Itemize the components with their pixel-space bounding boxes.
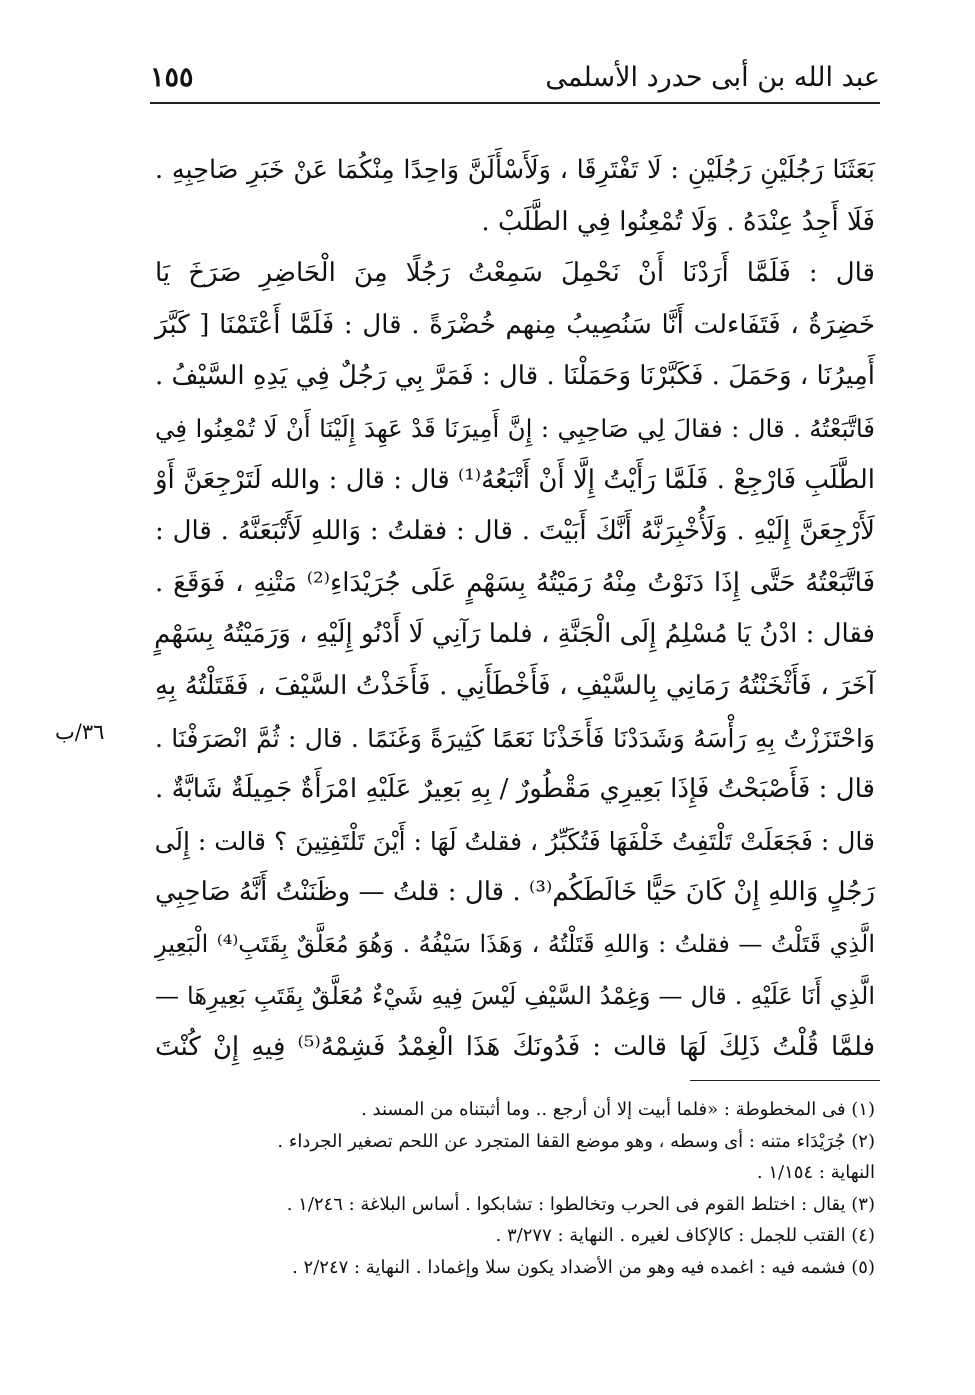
text-line: فَاتَّبَعْتُهُ . قال : فقالَ لِي صَاحِبِي : إِنَّ أَمِيرَنَا قَدْ عَهِدَ إِلَيْنَا أَنْ لَا تُمْعِنُوا فِي xyxy=(155,413,875,443)
footnote-4: (٤) القتب للجمل : كالإكاف لغيره . النهاية : ٣/٢٧٧ . xyxy=(495,1225,875,1246)
footnote-2-continuation: النهاية : ١/١٥٤ . xyxy=(756,1162,875,1183)
header-title: عبد الله بن أبى حدرد الأسلمى xyxy=(545,62,880,93)
text-line: الطَّلَبِ فَارْجِعْ . فَلَمَّا رَأَيْتُ إِلَّا أَنْ أَتْبَعُهُ⁽¹⁾ قال : قال : والله لَتَرْجِعَنَّ أَوْ xyxy=(155,464,875,495)
text-line: بَعَثَنَا رَجُلَيْنِ رَجُلَيْنِ : لَا تَفْتَرِقَا ، وَلَأَسْأَلَنَّ وَاحِدًا مِنْكُمَا عَنْ خَبَرِ صَاحِبِهِ . xyxy=(155,155,875,185)
footnote-2: (٢) جُرَيْدَاء متنه : أى وسطه ، وهو موضع القفا المتجرد عن اللحم تصغير الجرداء . xyxy=(277,1130,875,1152)
text-line: الَّذِي قَتَلْتُ — فقلتُ : وَاللهِ قَتَلْتُهُ ، وَهَذَا سَيْفُهُ . وَهُوَ مُعَلَّقٌ بِقَتَبِ⁽⁴⁾ الْبَعِيرِ xyxy=(155,929,876,958)
page-number: ١٥٥ xyxy=(150,62,194,93)
text-line: قال : فَلَمَّا أَرَدْنَا أَنْ نَحْمِلَ سَمِعْتُ رَجُلًا مِنَ الْحَاضِرِ صَرَخَ يَا xyxy=(155,258,875,289)
footnote-5: (٥) فشمه فيه : اغمده فيه وهو من الأضداد يكون سلا وإغمادا . النهاية : ٢/٢٤٧ . xyxy=(292,1256,875,1278)
text-line: آخَرَ ، فَأَثْخَنْتُهُ رَمَانِي بِالسَّيْفِ ، فَأَخْطَأَنِي . فَأَخَذْتُ السَّيْفَ ، فَقَتَلْتُهُ بِهِ xyxy=(155,670,875,701)
text-line: رَجُلٍ وَاللهِ إِنْ كَانَ حَيًّا خَالَطَكُم⁽³⁾ . قال : قلتُ — وظَنَنْتُ أَنَّهُ صَاحِبِي xyxy=(155,877,876,908)
text-line: فَلَا أَجِدُ عِنْدَهُ . وَلَا تُمْعِنُوا فِي الطَّلَبْ . xyxy=(481,206,875,237)
margin-folio-note: ٣٦/ب xyxy=(55,720,105,744)
text-line: لَأَرْجِعَنَّ إِلَيْهِ . وَلَأُخْبِرَنَّهُ أَنَّكَ أَبَيْتَ . قال : فقلتُ : وَاللهِ لَأَتْبَعَنَّهُ . قال : xyxy=(155,516,875,547)
running-header xyxy=(150,58,880,102)
main-text xyxy=(155,145,875,1074)
text-line: قال : فَجَعَلَتْ تَلْتَفِتُ خَلْفَهَا فَتُكَبِّرُ ، فقلتُ لَهَا : أَيْنَ تَلْتَفِتِينَ ؟ قالت : إِلَى xyxy=(154,826,875,856)
text-line: الَّذِي أَنَا عَلَيْهِ . قال — وَغِمْدُ السَّيْفِ لَيْسَ فِيهِ شَيْءٌ مُعَلَّقٌ بِقَتَبِ بَعِيرِهَا — xyxy=(155,981,875,1010)
text-line: فقال : ادْنُ يَا مُسْلِمُ إِلَى الْجَنَّةِ ، فلما رَآنِي لَا أَدْنُو إِلَيْهِ ، وَرَمَيْتُهُ بِسَهْمٍ xyxy=(154,619,875,650)
header-rule xyxy=(150,102,880,104)
text-line: وَاحْتَزَزْتُ بِهِ رَأْسَهُ وَشَدَدْنَا فَأَخَذْنَا نَعَمًا كَثِيرَةً وَغَنَمًا . قال : ثُمَّ انْصَرَفْنَا . xyxy=(155,723,875,753)
text-line: خَضِرَةُ ، فَتَفَاءلت أَنَّا سَنُصِيبُ مِنهم خُضْرَةً . قال : فَلَمَّا أَعْتَمْنَا [ كَبَّرَ xyxy=(155,309,875,340)
footnotes xyxy=(155,1094,875,1283)
text-line: أَمِيرُنَا ، وَحَمَلَ . فَكَبَّرْنَا وَحَمَلْنَا . قال : فَمَرَّ بِي رَجُلٌ فِي يَدِهِ السَّيْفُ . xyxy=(155,361,875,392)
footnote-rule xyxy=(690,1080,880,1081)
footnote-1: (١) فى المخطوطة : «فلما أبيت إلا أن أرجع .. وما أثبتناه من المسند . xyxy=(361,1099,875,1120)
text-line: فَاتَّبَعْتُهُ حَتَّى إِذَا دَنَوْتُ مِنْهُ رَمَيْتُهُ بِسَهْمٍ عَلَى جُرَيْدَاءِ⁽²⁾ مَتْنِهِ ، فَوَقَعَ . xyxy=(155,567,875,598)
footnote-3: (٣) يقال : اختلط القوم فى الحرب وتخالطوا : تشابكوا . أساس البلاغة : ١/٢٤٦ . xyxy=(286,1193,875,1215)
text-line: قال : فَأَصْبَحْتُ فَإِذَا بَعِيرِي مَقْطُورٌ / بِهِ بَعِيرٌ عَلَيْهِ امْرَأَةٌ جَمِيلَةٌ شَابَّةٌ . xyxy=(155,774,875,805)
text-line: فلمَّا قُلْتُ ذَلِكَ لَهَا قالت : فَدُونَكَ هَذَا الْغِمْدُ فَشِمْهُ⁽⁵⁾ فِيهِ إِنْ كُنْتَ xyxy=(155,1032,876,1063)
